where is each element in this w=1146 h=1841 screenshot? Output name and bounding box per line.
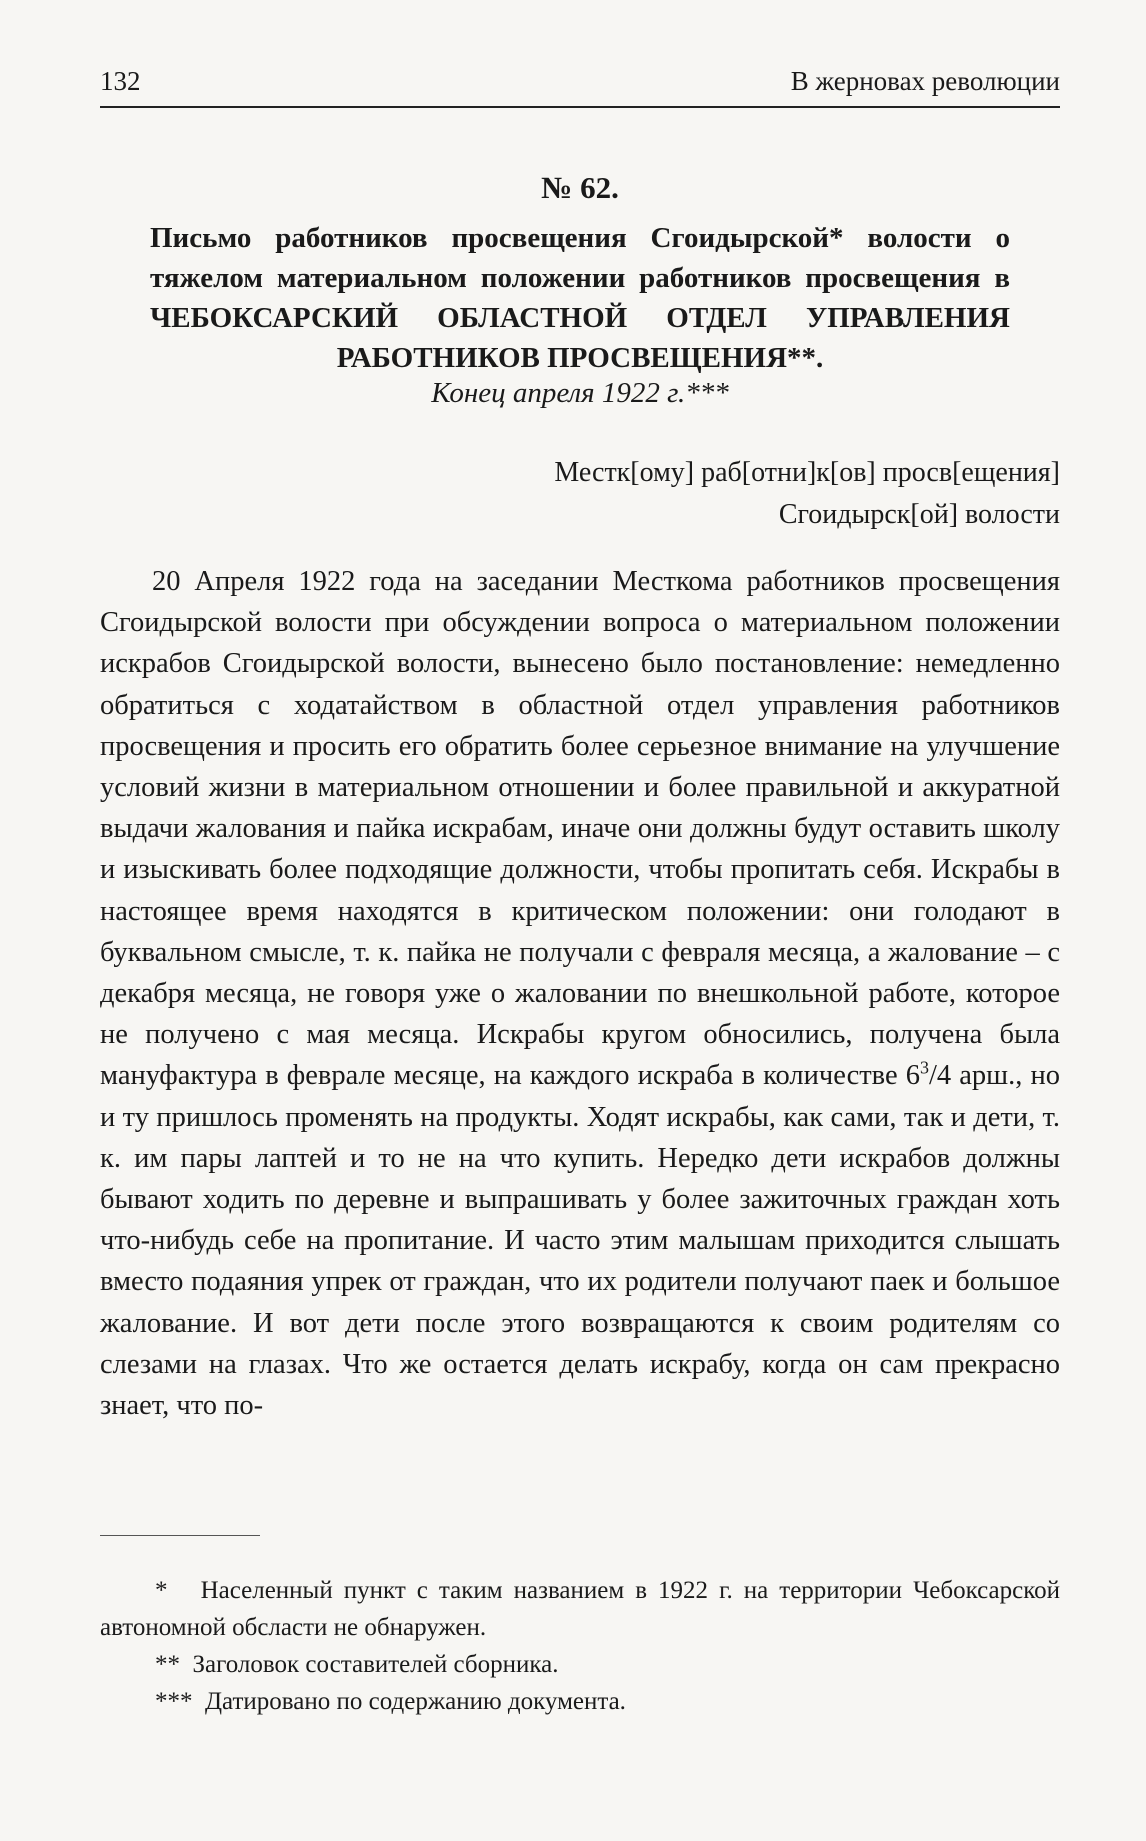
letter-body-part-2: /4 арш., но и ту пришлось променять на продукты. Ходят искрабы, как сами, так и дети, т. к. им пары лаптей и то не на что купить. Нередко дети искрабов должны бывают ходить по деревне и выпрашивать у более зажиточных граждан хоть что-нибудь себе на пропитание. И часто этим малышам приходится слышать вместо подаяния упрек от граждан, что их родители получают паек и большое жалование. И вот дети после этого возвращаются к своим родителям со слезами на глазах. Что же остается делать искрабу, когда он сам прекрасно знает, что по-: [100, 1060, 1060, 1422]
running-title: В жерновах революции: [790, 66, 1060, 96]
letter-body-part-1: 20 Апреля 1922 года на заседании Месткома работников просвещения Сгоидырской волости при обсуждении вопроса о материальном положении искрабов Сгоидырской волости, вынесено было постановление: немедленно обратиться с ходатайством в областной отдел управления работников просвещения и просить его обратить более серьезное внимание на улучшение условий жизни в материальном отношении и более правильной и аккуратной выдачи жалования и пайка искрабам, иначе они должны будут оставить школу и изыскивать более подходящие должности, чтобы пропитать себя. Искрабы в настоящее время находятся в критическом положении: они голодают в буквальном смысле, т. к. пайка не получали с февраля месяца, а жалование – с декабря месяца, не говоря уже о жаловании по внешкольной работе, которое не получено с мая месяца. Искрабы кругом обносились, получена была мануфактура в феврале месяце, на каждого искраба в количестве 6: [100, 566, 1060, 1092]
addressee-line-1: Местк[ому] раб[отни]к[ов] просв[ещения]: [554, 457, 1060, 488]
footnote-3-text: Датировано по содержанию документа.: [205, 1688, 626, 1715]
document-number: № 62.: [541, 170, 619, 205]
page-number: 132: [100, 66, 141, 96]
document-page: [100, 0, 1060, 1841]
footnote-1-text: Населенный пункт с таким названием в 1922 г. на территории Чебоксарской автономной обсласти не обнаружен.: [100, 1577, 1061, 1641]
addressee-line-2: Сгоидырск[ой] волости: [778, 499, 1060, 530]
footnotes: [100, 1572, 1060, 1720]
footnote-1-mark: *: [155, 1577, 168, 1604]
document-date: Конец апреля 1922 г.***: [431, 377, 729, 409]
footnote-3-mark: ***: [155, 1688, 193, 1715]
letter-body: [100, 561, 1060, 1426]
footnote-2-text: Заголовок составителей сборника.: [192, 1651, 559, 1678]
footnote-2-mark: **: [155, 1651, 180, 1678]
document-title: Письмо работников просвещения Сгоидырской* волости о тяжелом материальном положении работников просвещения в ЧЕБОКСАРСКИЙ ОБЛАСТНОЙ ОТДЕЛ УПРАВЛЕНИЯ РАБОТНИКОВ ПРОСВЕЩЕНИЯ**.: [150, 222, 1010, 374]
addressee: [554, 452, 1060, 536]
fraction-numerator: 3: [920, 1057, 929, 1078]
running-header: [100, 66, 1060, 108]
footnote-1: [100, 1572, 1060, 1646]
footnote-divider: [100, 1535, 260, 1536]
footnote-3: [100, 1683, 1060, 1720]
footnote-2: [100, 1646, 1060, 1683]
